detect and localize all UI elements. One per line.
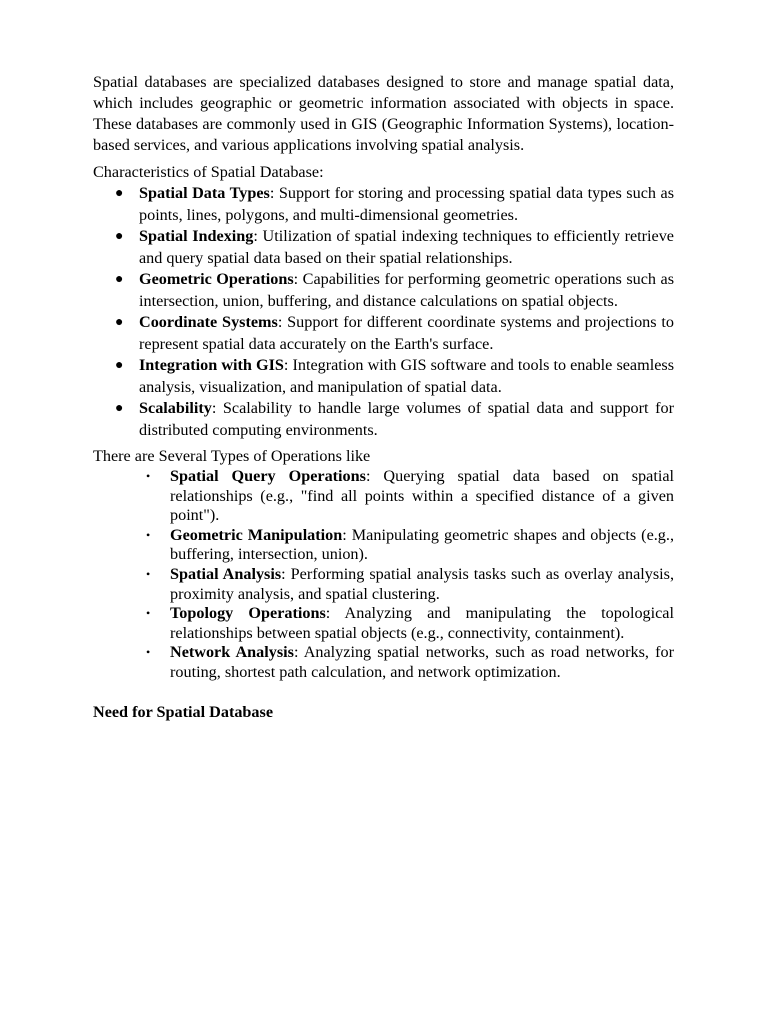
bullet-icon: • [146,645,151,660]
document-page [93,72,674,723]
bullet-icon: ● [115,401,124,416]
item-description: : Integration with GIS software and tools to enable seamless analysis, visualization, and manipulation of spatial data. [139,356,674,396]
operations-heading: There are Several Types of Operations like [93,447,371,465]
list-item [115,398,674,441]
item-term: Integration with GIS [139,356,284,374]
item-term: Spatial Query Operations [170,467,366,485]
bullet-icon: ● [115,358,124,373]
item-description: : Capabilities for performing geometric operations such as intersection, union, buffering, and distance calculations on spatial objects. [139,270,675,310]
list-item [146,643,674,682]
list-item [146,564,674,604]
characteristics-list [93,183,674,441]
operations-list [93,467,674,683]
item-description: : Analyzing spatial networks, such as road networks, for routing, shortest path calculation, and network optimization. [170,643,674,681]
item-term: Spatial Indexing [139,227,254,245]
item-term: Topology Operations [170,604,326,623]
list-item [115,355,674,398]
item-description: : Utilization of spatial indexing techniques to efficiently retrieve and query spatial data based on their spatial relationships. [139,227,674,267]
bullet-icon: ● [115,186,124,201]
item-description: : Scalability to handle large volumes of spatial data and support for distributed computing environments. [139,399,674,439]
list-item [146,604,674,643]
need-heading: Need for Spatial Database [93,702,274,721]
bullet-icon: • [146,527,151,542]
list-item [115,226,674,269]
list-item [115,183,675,226]
item-description: : Manipulating geometric shapes and objects (e.g., buffering, intersection, union). [170,525,674,564]
list-item [146,467,674,526]
item-term: Scalability [139,399,212,417]
item-term: Spatial Analysis [170,564,282,583]
bullet-icon: • [146,606,151,621]
bullet-icon: • [146,469,151,483]
item-description: : Support for different coordinate systems and projections to represent spatial data accurately on the Earth's surface. [139,313,674,353]
list-item [115,269,675,312]
bullet-icon: ● [115,315,124,330]
characteristics-heading: Characteristics of Spatial Database: [93,163,324,181]
item-term: Coordinate Systems [139,313,278,331]
item-term: Network Analysis [170,643,294,662]
list-item [115,312,674,355]
intro-paragraph: Spatial databases are specialized databases designed to store and manage spatial data, which includes geographic or geometric information associated with objects in space. These databases are commonly used in GIS (Geographic Information Systems), location-based services, and various applications involving spatial analysis. [93,73,674,154]
item-term: Geometric Operations [139,270,294,288]
item-description: : Support for storing and processing spatial data types such as points, lines, polygons, and multi-dimensional geometries. [139,184,675,224]
item-term: Spatial Data Types [139,184,270,202]
bullet-icon: • [146,566,151,581]
list-item [146,525,674,565]
bullet-icon: ● [115,229,124,244]
bullet-icon: ● [115,272,124,287]
item-description: : Performing spatial analysis tasks such as overlay analysis, proximity analysis, and spatial clustering. [170,564,674,603]
item-term: Geometric Manipulation [170,525,343,544]
item-description: : Analyzing and manipulating the topological relationships between spatial objects (e.g., connectivity, containment). [170,604,674,642]
item-description: : Querying spatial data based on spatial relationships (e.g., "find all points within a specified distance of a given point"). [170,467,674,525]
